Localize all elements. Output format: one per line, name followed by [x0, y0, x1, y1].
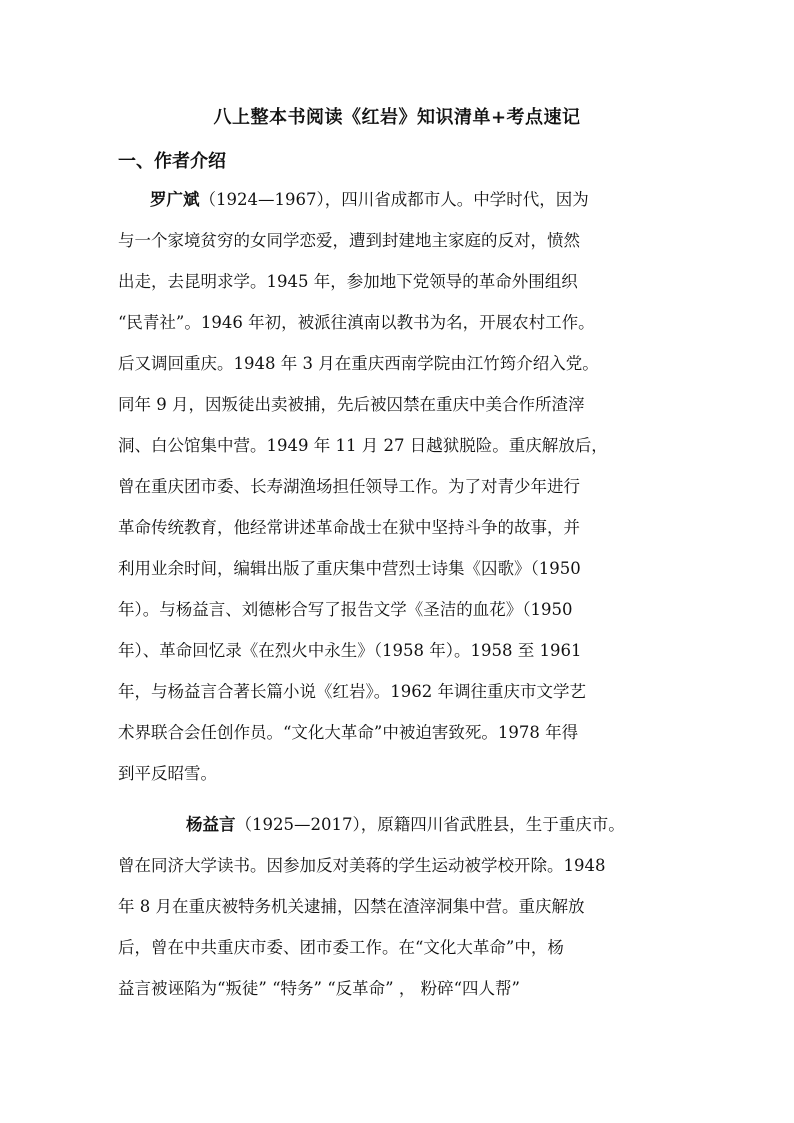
paragraph-line: 后又调回重庆。1948 年 3 月在重庆西南学院由江竹筠介绍入党。: [118, 354, 599, 373]
paragraph-line: 革命传统教育，他经常讲述革命战士在狱中坚持斗争的故事，并: [118, 518, 580, 537]
document-title: 八上整本书阅读《红岩》知识清单+考点速记: [213, 107, 581, 128]
paragraph-line: 年）。与杨益言、刘德彬合写了报告文学《圣洁的血花》（1950: [118, 600, 573, 619]
paragraph-line: 益言被诬陷为“叛徒” “特务” “反革命” ， 粉碎“四人帮”: [118, 979, 520, 998]
author-name-yang-yiyan: 杨益言: [186, 815, 236, 834]
paragraph-line: 曾在同济大学读书。因参加反对美蒋的学生运动被学校开除。1948: [118, 856, 606, 875]
paragraph-line: [186, 814, 706, 836]
paragraph-line: 年 8 月在重庆被特务机关逮捕，囚禁在渣滓洞集中营。重庆解放: [118, 897, 585, 916]
paragraph-line: [150, 189, 720, 211]
paragraph-line: 术界联合会任创作员。“文化大革命”中被迫害致死。1978 年得: [118, 723, 579, 742]
paragraph-line: “民青社”。1946 年初，被派往滇南以教书为名，开展农村工作。: [118, 313, 595, 332]
paragraph-line: 年）、革命回忆录《在烈火中永生》（1958 年）。1958 至 1961: [118, 641, 582, 660]
line-text: （1924—1967），四川省成都市人。中学时代，因为: [199, 190, 589, 209]
paragraph-line: 年，与杨益言合著长篇小说《红岩》。1962 年调往重庆市文学艺: [118, 682, 586, 701]
paragraph-line: 出走，去昆明求学。1945 年，参加地下党领导的革命外围组织: [118, 272, 578, 291]
paragraph-line: 洞、白公馆集中营。1949 年 11 月 27 日越狱脱险。重庆解放后，: [118, 436, 608, 455]
paragraph-line: 同年 9 月，因叛徒出卖被捕，先后被囚禁在重庆中美合作所渣滓: [118, 395, 585, 414]
paragraph-line: 到平反昭雪。: [118, 764, 217, 783]
paragraph-line: 曾在重庆团市委、长寿湖渔场担任领导工作。为了对青少年进行: [118, 477, 580, 496]
line-text: （1925—2017），原籍四川省武胜县，生于重庆市。: [235, 815, 625, 834]
paragraph-line: 利用业余时间，编辑出版了重庆集中营烈士诗集《囚歌》（1950: [118, 559, 581, 578]
paragraph-line: 与一个家境贫穷的女同学恋爱，遭到封建地主家庭的反对，愤然: [118, 231, 580, 250]
section-heading-author-intro: 一、作者介绍: [118, 151, 226, 172]
author-name-luo-guangbin: 罗广斌: [150, 190, 200, 209]
paragraph-line: 后，曾在中共重庆市委、团市委工作。在“文化大革命”中，杨: [118, 938, 564, 957]
